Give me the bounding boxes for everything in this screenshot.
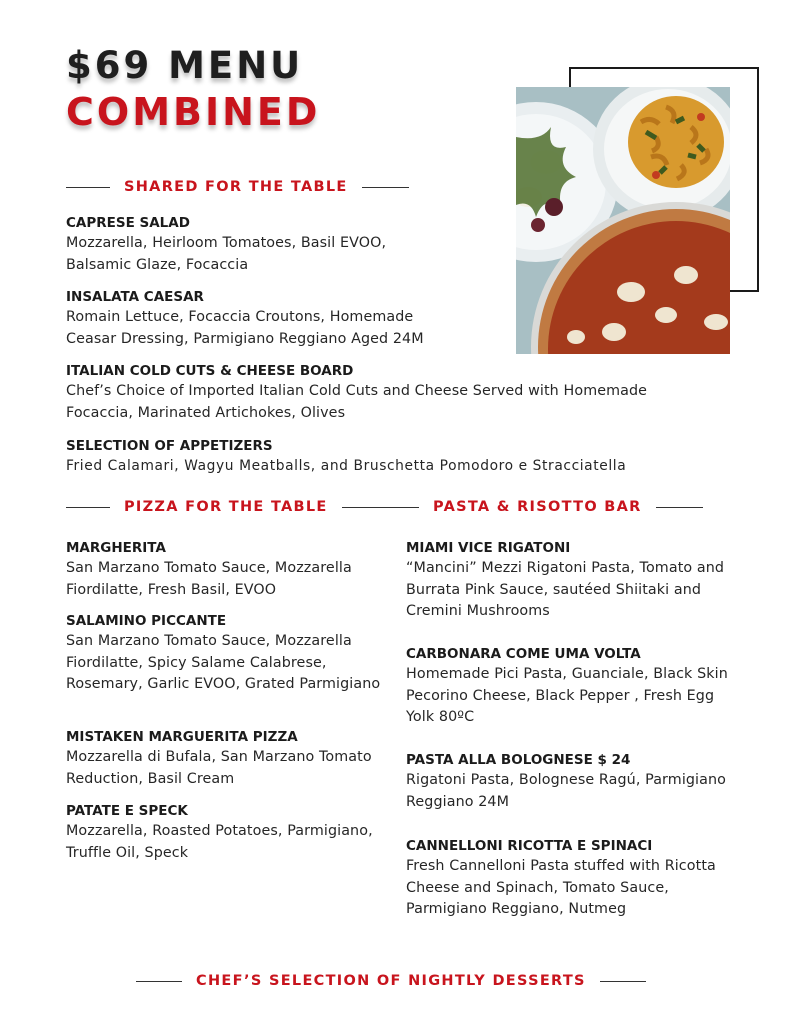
item-description: Chef’s Choice of Imported Italian Cold Cuts and Cheese Served with Homemade Focaccia, Marinated Artichokes, Olives [66, 383, 648, 421]
food-photo-icon [516, 87, 730, 354]
menu-item [406, 837, 746, 921]
section-title: PIZZA FOR THE TABLE [124, 499, 328, 515]
item-name: CANNELLONI RICOTTA E SPINACI [406, 838, 653, 854]
item-name: PATATE E SPECK [66, 803, 188, 819]
item-description: Romain Lettuce, Focaccia Croutons, Homemade Ceasar Dressing, Parmigiano Reggiano Aged 24M [66, 309, 424, 347]
menu-item [406, 751, 726, 813]
item-description: Fresh Cannelloni Pasta stuffed with Ricotta Cheese and Spinach, Tomato Sauce, Parmigiano Reggiano, Nutmeg [406, 858, 716, 917]
item-name: MIAMI VICE RIGATONI [406, 540, 571, 556]
section-title: CHEF’S SELECTION OF NIGHTLY DESSERTS [196, 973, 586, 989]
section-header-pizza [66, 496, 389, 518]
item-description: “Mancini” Mezzi Rigatoni Pasta, Tomato and Burrata Pink Sauce, sautéed Shiitaki and Cremini Mushrooms [406, 560, 725, 619]
item-name: SELECTION OF APPETIZERS [66, 438, 273, 454]
item-description: Mozzarella, Roasted Potatoes, Parmigiano, Truffle Oil, Speck [66, 823, 373, 861]
item-name: PASTA ALLA BOLOGNESE $ 24 [406, 752, 631, 768]
item-name: MARGHERITA [66, 540, 166, 556]
item-name: CARBONARA COME UMA VOLTA [406, 646, 641, 662]
menu-item [406, 645, 736, 729]
item-name: CAPRESE SALAD [66, 215, 190, 231]
item-description: Mozzarella di Bufala, San Marzano Tomato Reduction, Basil Cream [66, 749, 372, 787]
menu-item [66, 288, 486, 350]
menu-subtitle: COMBINED [66, 90, 321, 134]
item-name: INSALATA CAESAR [66, 289, 204, 305]
menu-item [66, 612, 396, 696]
item-description: San Marzano Tomato Sauce, Mozzarella Fiordilatte, Spicy Salame Calabrese, Rosemary, Garlic EVOO, Grated Parmigiano [66, 633, 381, 692]
item-description: Mozzarella, Heirloom Tomatoes, Basil EVOO, Balsamic Glaze, Focaccia [66, 235, 387, 273]
menu-item [66, 437, 756, 478]
section-title: PASTA & RISOTTO BAR [433, 499, 642, 515]
menu-item [406, 539, 746, 623]
section-title: SHARED FOR THE TABLE [124, 179, 348, 195]
item-description: Homemade Pici Pasta, Guanciale, Black Skin Pecorino Cheese, Black Pepper , Fresh Egg Yolk 80ºC [406, 666, 728, 725]
item-description: Rigatoni Pasta, Bolognese Ragú, Parmigiano Reggiano 24M [406, 772, 727, 810]
menu-title: $69 MENU [66, 44, 304, 87]
item-description: Fried Calamari, Wagyu Meatballs, and Bruschetta Pomodoro e Stracciatella [66, 458, 627, 474]
section-header-shared [66, 176, 409, 198]
menu-item [66, 539, 386, 601]
item-description: San Marzano Tomato Sauce, Mozzarella Fiordilatte, Fresh Basil, EVOO [66, 560, 352, 598]
menu-item [66, 728, 386, 790]
menu-item [66, 802, 396, 864]
item-name: ITALIAN COLD CUTS & CHEESE BOARD [66, 363, 354, 379]
item-name: SALAMINO PICCANTE [66, 613, 227, 629]
menu-item [66, 214, 486, 276]
item-name: MISTAKEN MARGUERITA PIZZA [66, 729, 298, 745]
section-header-desserts [136, 970, 646, 992]
menu-item [66, 362, 726, 424]
section-header-pasta [372, 496, 703, 518]
